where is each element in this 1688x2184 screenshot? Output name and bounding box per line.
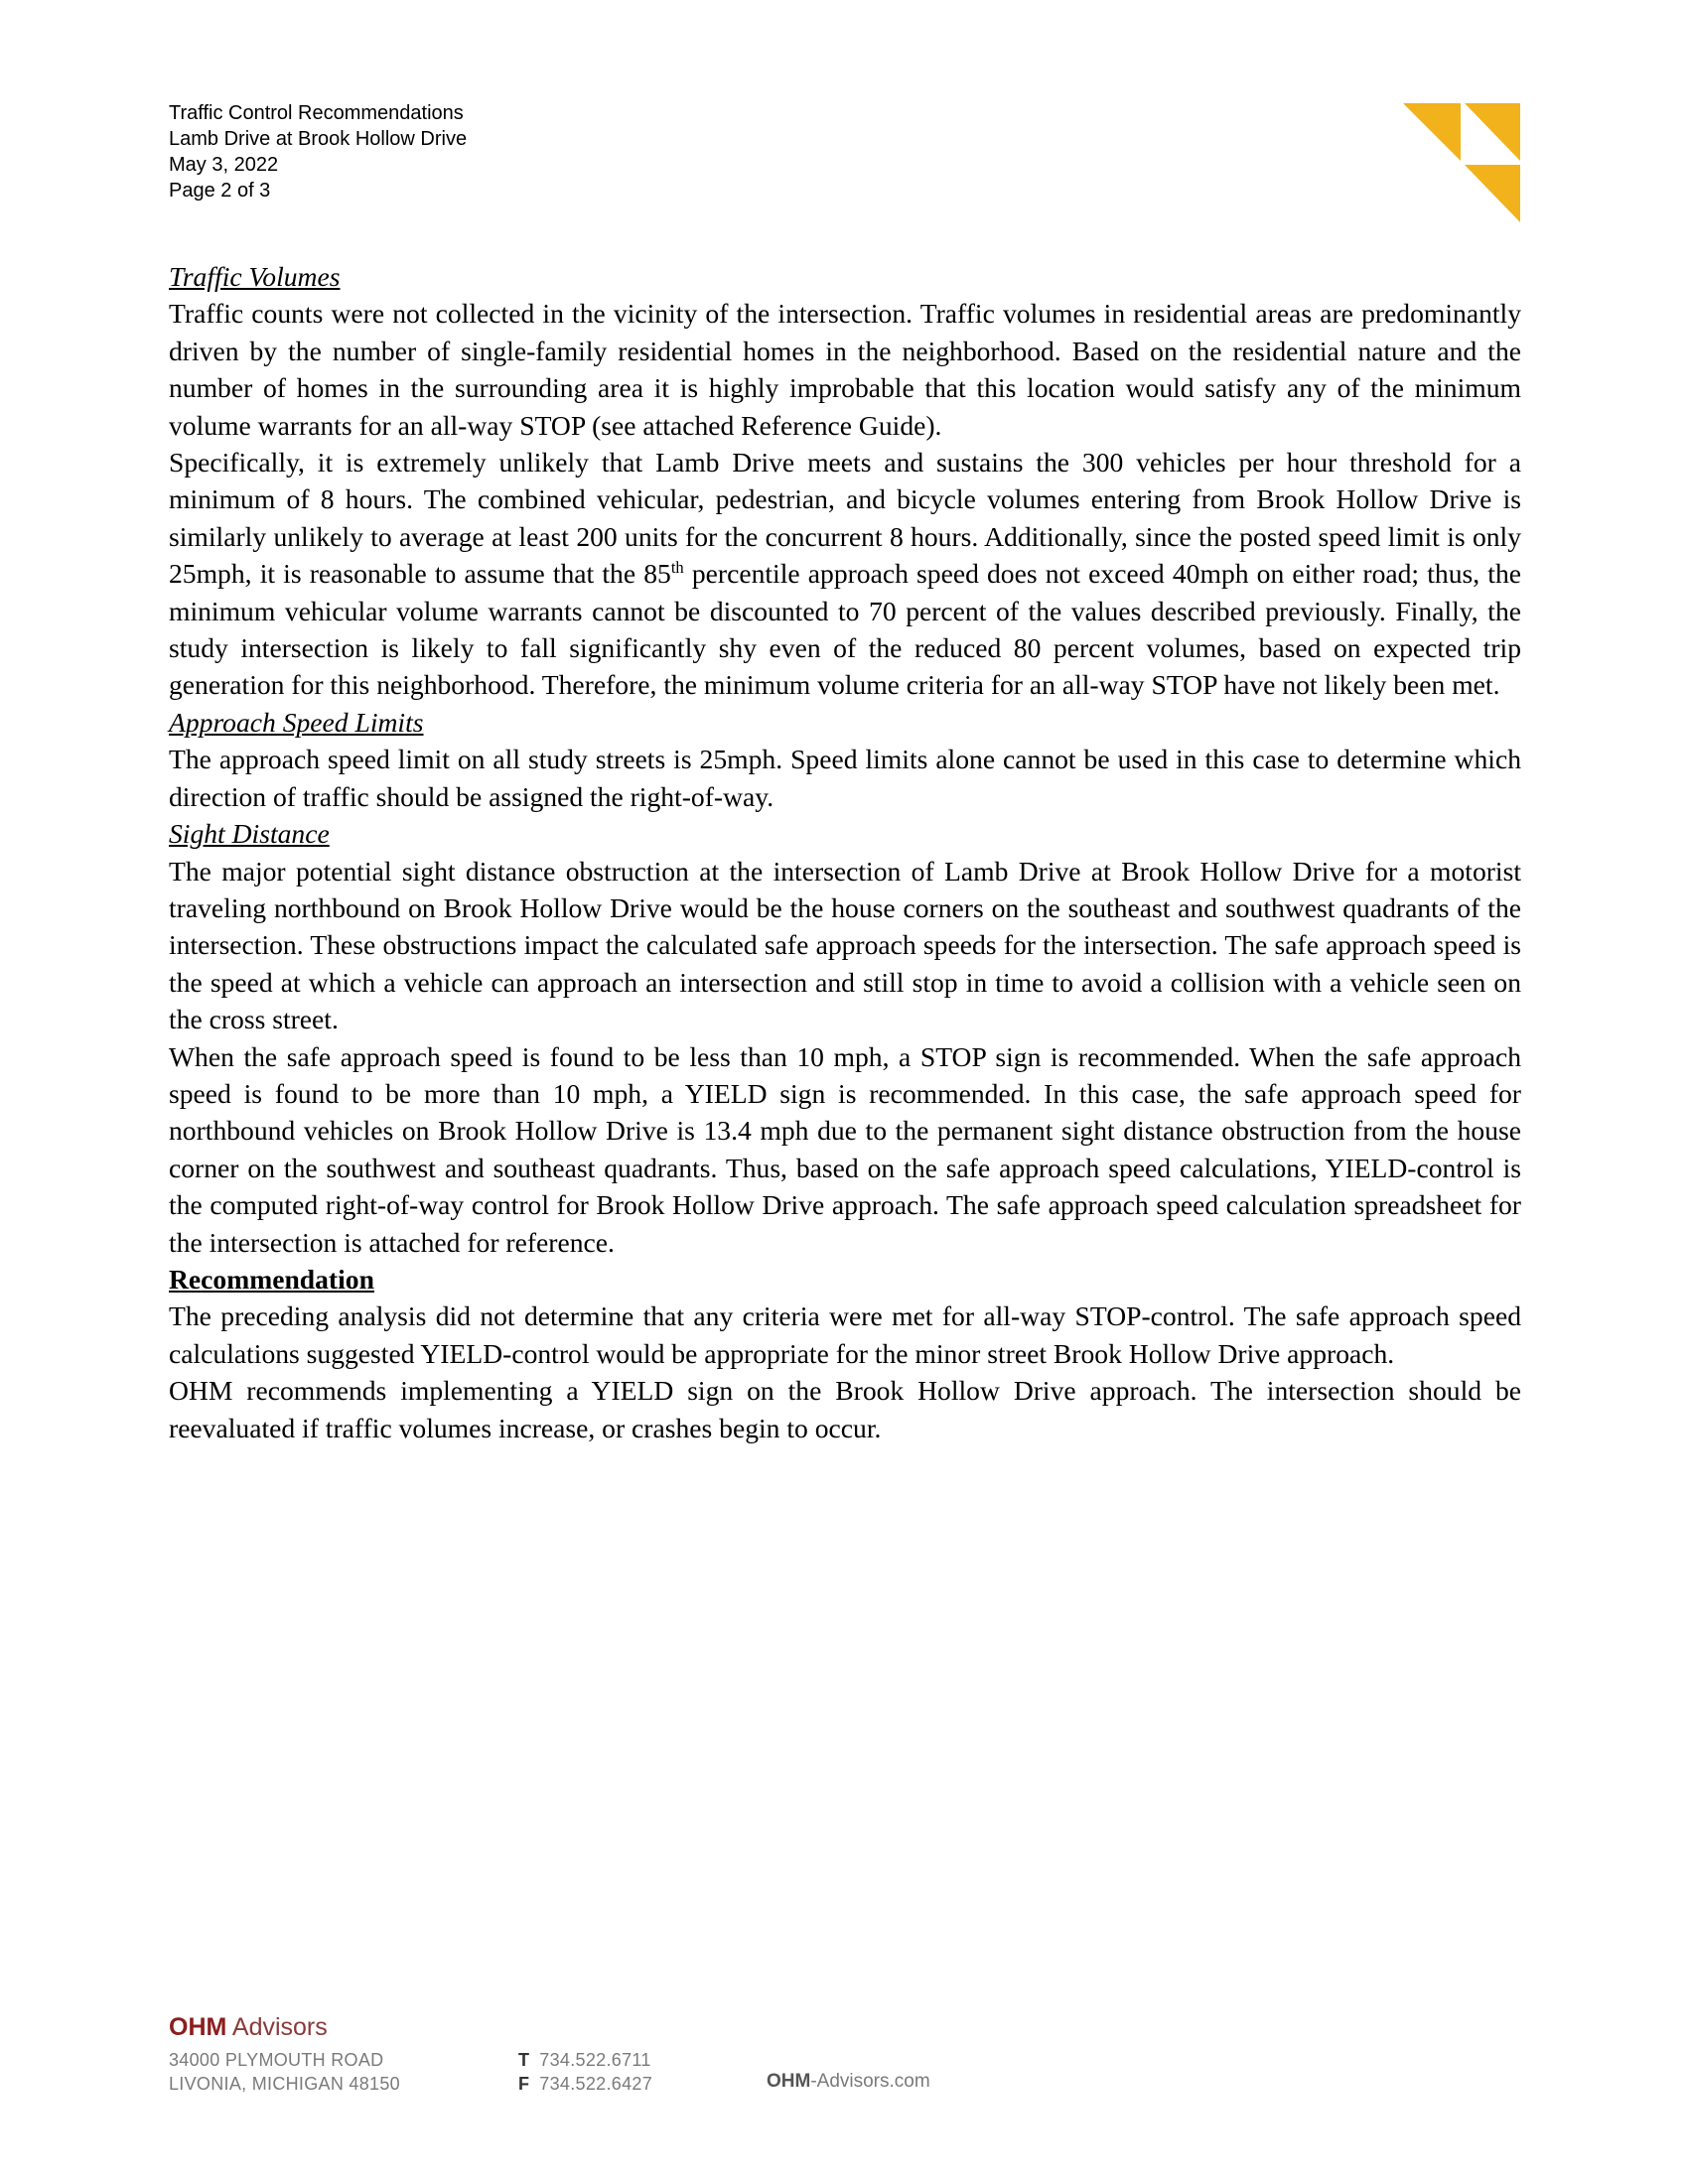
header-date: May 3, 2022 bbox=[169, 154, 279, 176]
sight-distance-paragraph-1 bbox=[169, 815, 1521, 1037]
firm-name-bold: OHM bbox=[169, 2013, 227, 2041]
phone-number: 734.522.6711 bbox=[539, 2050, 651, 2070]
fax-label: F bbox=[518, 2074, 530, 2094]
page-footer bbox=[169, 2012, 1162, 2094]
traffic-volumes-paragraph-1 bbox=[169, 258, 1521, 444]
document-body bbox=[169, 258, 1521, 1446]
firm-website-link[interactable] bbox=[767, 2071, 930, 2093]
traffic-volumes-heading: Traffic Volumes bbox=[169, 261, 341, 292]
superscript-th: th bbox=[670, 558, 684, 578]
recommendation-heading: Recommendation bbox=[169, 1263, 374, 1295]
ohm-triangles-logo-icon bbox=[1403, 103, 1520, 222]
header-page-number: Page 2 of 3 bbox=[169, 180, 271, 202]
sight-distance-paragraph-2: When the safe approach speed is found to be less than 10 mph, a STOP sign is recommended. When the safe approach speed is found to be more than 10 mph, a YIELD sign is recommended. In this case, the safe approach speed for northbound vehicles on Brook Hollow Drive is 13.4 mph due to the permanent sight distance obstruction from the house corner on the southwest and southeast quadrants. Thus, based on the safe approach speed calculations, YIELD-control is the computed right-of-way control for Brook Hollow Drive approach. The safe approach speed calculation spreadsheet for the intersection is attached for reference. bbox=[169, 1040, 1521, 1258]
sight-distance-text-1: The major potential sight distance obstruction at the intersection of Lamb Drive at Brook Hollow Drive for a motorist traveling northbound on Brook Hollow Drive would be the house corners on the southeast and southwest quadrants of the intersection. These obstructions impact the calculated safe approach speeds for the intersection. The safe approach speed is the speed at which a vehicle can approach an intersection and still stop in time to avoid a collision with a vehicle seen on the cross street. bbox=[169, 855, 1521, 1035]
traffic-volumes-text-2b: percentile approach speed does not exceed 40mph on either road; thus, the minimum vehicular volume warrants cannot be discounted to 70 percent of the values described previously. Finally, the study intersection is likely to fall significantly shy even of the reduced 80 percent volumes, based on expected trip generation for this neighborhood. Therefore, the minimum volume criteria for an all-way STOP have not likely been met. bbox=[169, 558, 1521, 701]
traffic-volumes-paragraph-2 bbox=[169, 444, 1521, 704]
sight-distance-heading: Sight Distance bbox=[169, 818, 330, 850]
phone-label: T bbox=[518, 2050, 530, 2070]
recommendation-paragraph-2: OHM recommends implementing a YIELD sign on the Brook Hollow Drive approach. The intersection should be reevaluated if traffic volumes increase, or crashes begin to occur. bbox=[169, 1375, 1521, 1443]
approach-speed-section bbox=[169, 704, 1521, 815]
website-bold: OHM bbox=[767, 2071, 811, 2092]
firm-address bbox=[169, 2048, 400, 2096]
firm-contact bbox=[518, 2048, 652, 2096]
page-header bbox=[169, 100, 864, 204]
firm-name bbox=[169, 2012, 1162, 2042]
address-line-2: LIVONIA, MICHIGAN 48150 bbox=[169, 2074, 400, 2094]
header-location: Lamb Drive at Brook Hollow Drive bbox=[169, 128, 468, 150]
traffic-volumes-text-2a: Specifically, it is extremely unlikely that Lamb Drive meets and sustains the 300 vehicles per hour threshold for a minimum of 8 hours. The combined vehicular, pedestrian, and bicycle volumes entering from Brook Hollow Drive is similarly unlikely to average at least 200 units for the concurrent 8 hours. Additionally, since the posted speed limit is only 25mph, it is reasonable to assume that the 85 bbox=[169, 447, 1521, 590]
recommendation-text-1: The preceding analysis did not determine that any criteria were met for all-way STOP-control. The safe approach speed calculations suggested YIELD-control would be appropriate for the minor street Brook Hollow Drive approach. bbox=[169, 1300, 1521, 1369]
fax-number: 734.522.6427 bbox=[539, 2074, 653, 2094]
traffic-volumes-text-1: Traffic counts were not collected in the vicinity of the intersection. Traffic volumes in residential areas are predominantly driven by the number of single-family residential homes in the neighborhood. Based on the residential nature and the number of homes in the surrounding area it is highly improbable that this location would satisfy any of the minimum volume warrants for an all-way STOP (see attached Reference Guide). bbox=[169, 298, 1521, 441]
website-rest: -Advisors.com bbox=[810, 2071, 930, 2092]
address-line-1: 34000 PLYMOUTH ROAD bbox=[169, 2050, 384, 2070]
recommendation-paragraph-1 bbox=[169, 1261, 1521, 1372]
firm-name-rest: Advisors bbox=[226, 2013, 328, 2041]
approach-speed-heading: Approach Speed Limits bbox=[169, 706, 424, 738]
approach-speed-text: The approach speed limit on all study streets is 25mph. Speed limits alone cannot be used in this case to determine which direction of traffic should be assigned the right-of-way. bbox=[169, 744, 1521, 812]
header-title: Traffic Control Recommendations bbox=[169, 102, 464, 124]
